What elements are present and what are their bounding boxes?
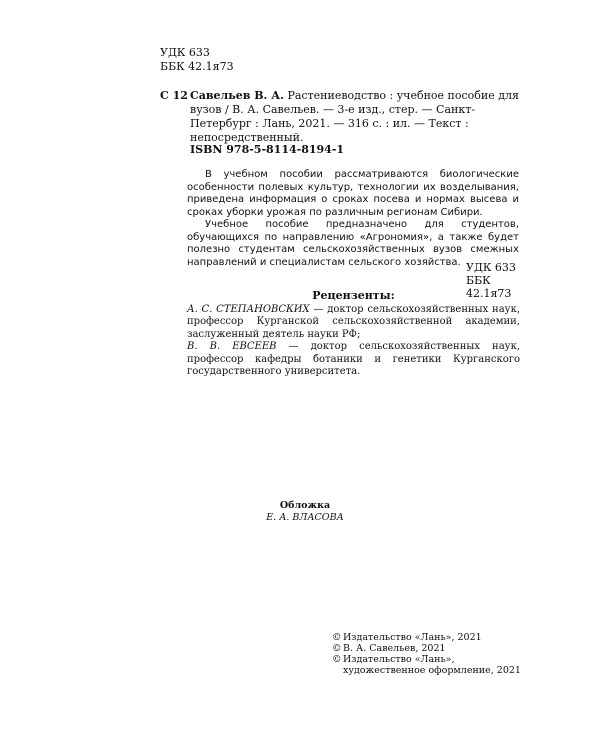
bbk-code-right: ББК 42.1я73 — [466, 274, 512, 300]
reviewers-heading: Рецензенты: — [312, 289, 395, 302]
reviewer-1-name: А. С. СТЕПАНОВСКИХ — [187, 303, 310, 315]
copyright-line — [332, 632, 532, 643]
reviewer-2 — [187, 341, 520, 379]
copyright-line — [332, 643, 532, 654]
classification-codes-top — [160, 46, 234, 74]
reviewer-2-credentials: — доктор сельскохозяйственных наук, профессор кафедры ботаники и генетики Курганского государственного университета. — [187, 341, 520, 377]
author-name: Савельев В. А. — [190, 89, 284, 102]
cover-credit — [250, 500, 360, 524]
bbk-code: ББК 42.1я73 — [160, 60, 234, 73]
cover-artist: Е. А. ВЛАСОВА — [266, 512, 344, 523]
udk-code-right: УДК 633 — [466, 261, 516, 274]
copyright-block — [332, 632, 532, 676]
copyright-line — [332, 654, 532, 665]
annotation — [187, 169, 519, 269]
udk-code: УДК 633 — [160, 46, 210, 59]
catalog-entry — [160, 89, 520, 145]
copyright-text: Издательство «Лань», — [343, 654, 455, 665]
isbn: ISBN 978-5-8114-8194-1 — [190, 143, 345, 156]
reviewer-1 — [187, 304, 520, 342]
reviewer-2-name: В. В. ЕВСЕЕВ — [187, 341, 277, 352]
annotation-paragraph-1: В учебном пособии рассматриваются биологические особенности полевых культур, технологии их возделывания, приведена информация о сроках посева и нормах высева и сроках уборки урожая по различным регионам Сибири. — [187, 169, 519, 218]
copyright-icon: © — [332, 654, 342, 665]
cover-label: Обложка — [279, 500, 331, 511]
copyright-text-continuation: художественное оформление, 2021 — [343, 665, 521, 676]
reviewers-section — [187, 290, 520, 379]
copyright-icon: © — [332, 632, 342, 643]
bibliographic-text: Растениеводство : учебное пособие для вузов / В. А. Савельев. — 3-е изд., стер. — Санкт-Петербург : Лань, 2021. — 316 с. : ил. — Текст : непосредственный. — [190, 89, 519, 144]
bibliographic-description — [190, 89, 520, 145]
copyright-text: В. А. Савельев, 2021 — [343, 643, 446, 654]
annotation-paragraph-2: Учебное пособие предназначено для студентов, обучающихся по направлению «Агрономия», а также будет полезно студентам сельскохозяйственных вузов смежных направлений и специалистам сельского хозяйства. — [187, 219, 519, 268]
reviewer-1-credentials: — доктор сельскохозяйственных наук, профессор Курганской сельскохозяйственной академии, заслуженный деятель науки РФ; — [187, 303, 520, 340]
copyright-text: Издательство «Лань», 2021 — [343, 632, 482, 643]
author-mark: С 12 — [160, 89, 188, 102]
copyright-icon: © — [332, 643, 342, 654]
